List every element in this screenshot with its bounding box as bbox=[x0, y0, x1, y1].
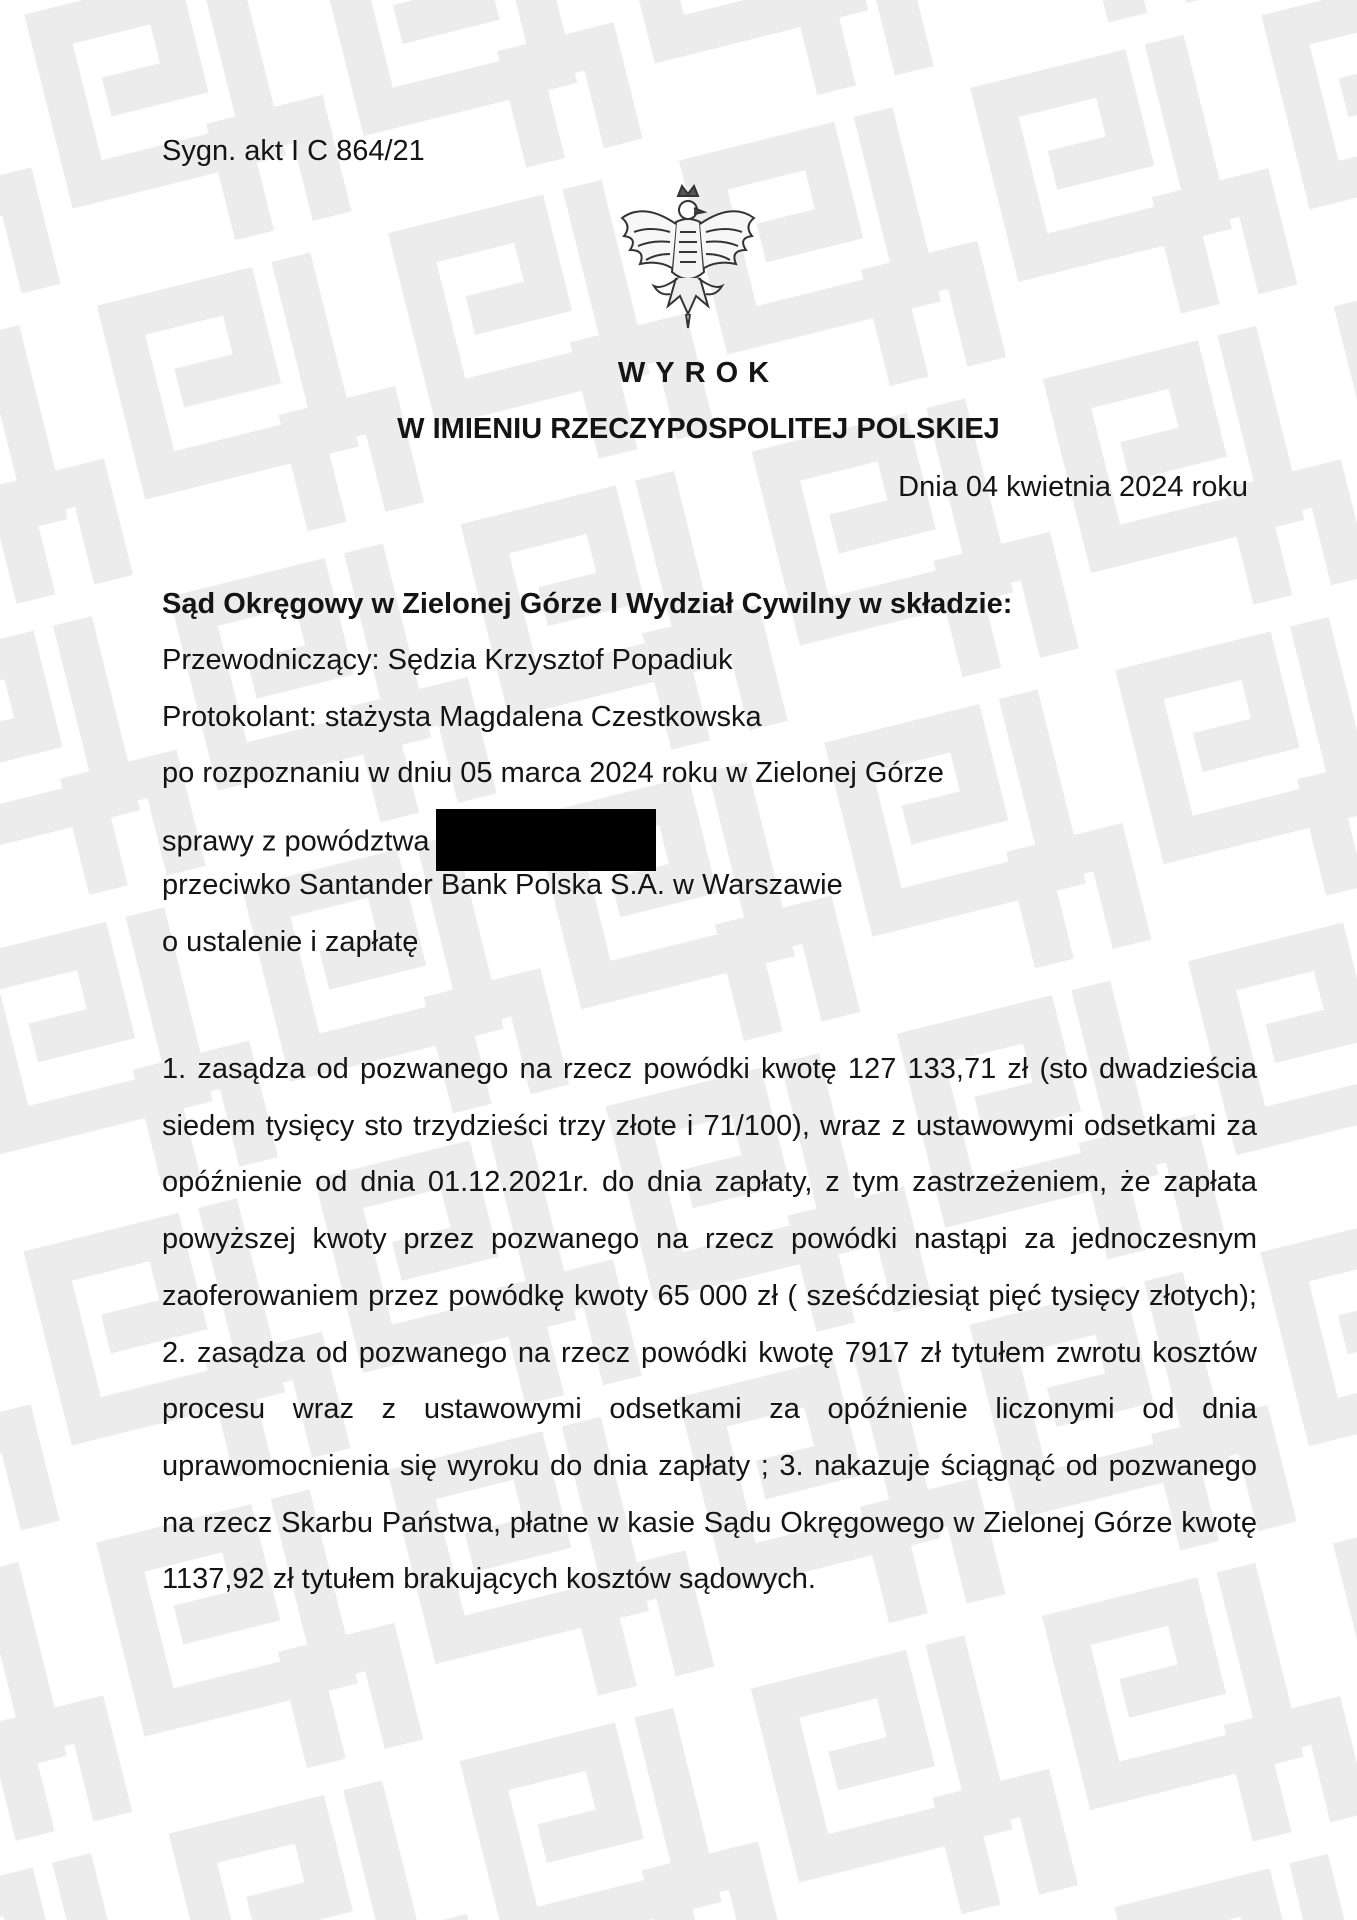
verdict-date: Dnia 04 kwietnia 2024 roku bbox=[898, 471, 1248, 503]
verdict-subtitle: W IMIENIU RZECZYPOSPOLITEJ POLSKIEJ bbox=[397, 413, 1000, 445]
plaintiff-label: sprawy z powództwa bbox=[162, 825, 430, 858]
presiding-judge: Przewodniczący: Sędzia Krzysztof Popadiuk bbox=[162, 644, 733, 676]
court-composition-heading: Sąd Okręgowy w Zielonej Górze I Wydział Cywilny w składzie: bbox=[162, 588, 1013, 620]
court-clerk: Protokolant: stażysta Magdalena Czestkowska bbox=[162, 701, 762, 733]
redacted-plaintiff-name bbox=[436, 809, 656, 871]
case-subject: o ustalenie i zapłatę bbox=[162, 926, 419, 958]
verdict-title: WYROK bbox=[617, 357, 780, 389]
hearing-date-line: po rozpoznaniu w dniu 05 marca 2024 roku w Zielonej Górze bbox=[162, 757, 944, 789]
plaintiff-line bbox=[162, 812, 656, 874]
case-number: Sygn. akt I C 864/21 bbox=[162, 135, 425, 167]
polish-eagle-emblem-icon bbox=[614, 182, 762, 332]
ruling-text: 1. zasądza od pozwanego na rzecz powódki kwotę 127 133,71 zł (sto dwadzieścia siedem tysięcy sto trzydzieści trzy złote i 71/100), wraz z ustawowymi odsetkami za opóźnienie od dnia 01.12.2021r. do dnia zapłaty, z tym zastrzeżeniem, że zapłata powyższej kwoty przez pozwanego na rzecz powódki nastąpi za jednoczesnym zaoferowaniem przez powódkę kwoty 65 000 zł ( sześćdziesiąt pięć tysięcy złotych); 2. zasądza od pozwanego na rzecz powódki kwotę 7917 zł tytułem zwrotu kosztów procesu wraz z ustawowymi odsetkami za opóźnienie liczonymi od dnia uprawomocnienia się wyroku do dnia zapłaty ; 3. nakazuje ściągnąć od pozwanego na rzecz Skarbu Państwa, płatne w kasie Sądu Okręgowego w Zielonej Górze kwotę 1137,92 zł tytułem brakujących kosztów sądowych. bbox=[162, 1053, 1257, 1596]
defendant-line: przeciwko Santander Bank Polska S.A. w Warszawie bbox=[162, 869, 843, 901]
